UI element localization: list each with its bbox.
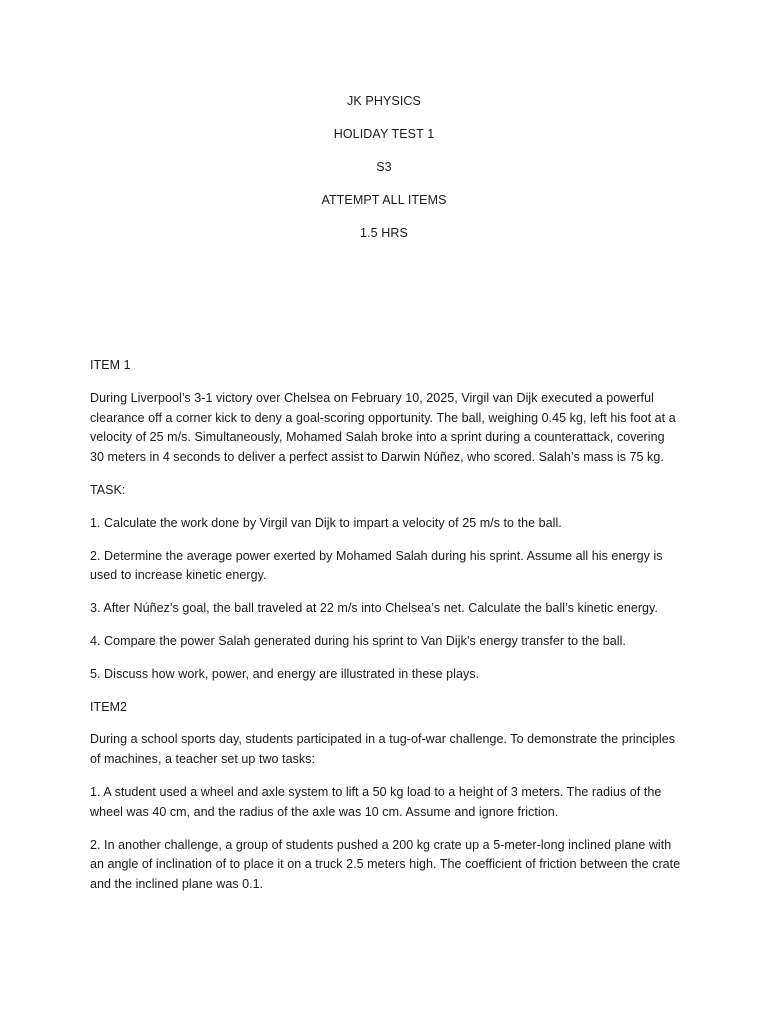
- test-title: HOLIDAY TEST 1: [333, 127, 435, 141]
- school-title: JK PHYSICS: [347, 94, 421, 108]
- item1-question-1: 1. Calculate the work done by Virgil van Dijk to impart a velocity of 25 m/s to the ball.: [90, 515, 562, 530]
- item2-question-2: 2. In another challenge, a group of students pushed a 200 kg crate up a 5-meter-long inclined plane with an angle of inclination of to place it on a truck 2.5 meters high. The coefficient of friction between the crate and the inclined plane was 0.1.: [90, 837, 681, 892]
- instructions: ATTEMPT ALL ITEMS: [321, 193, 447, 207]
- item1-task-label: TASK:: [90, 482, 126, 497]
- item1-question-5: 5. Discuss how work, power, and energy are illustrated in these plays.: [90, 666, 480, 681]
- item2-question-1: 1. A student used a wheel and axle system to lift a 50 kg load to a height of 3 meters. The radius of the wheel was 40 cm, and the radius of the axle was 10 cm. Assume and ignore friction.: [90, 784, 662, 819]
- item1-scenario: During Liverpool’s 3-1 victory over Chelsea on February 10, 2025, Virgil van Dijk executed a powerful clearance off a corner kick to deny a goal-scoring opportunity. The ball, weighing 0.45 kg, left his foot at a velocity of 25 m/s. Simultaneously, Mohamed Salah broke into a sprint during a counterattack, covering 30 meters in 4 seconds to deliver a perfect assist to Darwin Núñez, who scored. Salah’s mass is 75 kg.: [90, 390, 676, 465]
- item1-question-3: 3. After Núñez’s goal, the ball traveled at 22 m/s into Chelsea’s net. Calculate the ball’s kinetic energy.: [90, 601, 658, 616]
- item1-question-4: 4. Compare the power Salah generated during his sprint to Van Dijk’s energy transfer to the ball.: [90, 633, 626, 648]
- item1-question-2: 2. Determine the average power exerted by Mohamed Salah during his sprint. Assume all his energy is used to increase kinetic energy.: [90, 548, 663, 583]
- test-header: [0, 93, 768, 258]
- duration: 1.5 HRS: [360, 226, 408, 240]
- class-level: S3: [376, 160, 392, 174]
- item1-heading: ITEM 1: [90, 358, 131, 372]
- item2-heading: ITEM2: [90, 699, 128, 714]
- item2-scenario: During a school sports day, students participated in a tug-of-war challenge. To demonstrate the principles of machines, a teacher set up two tasks:: [90, 732, 676, 767]
- document-body: [90, 356, 682, 908]
